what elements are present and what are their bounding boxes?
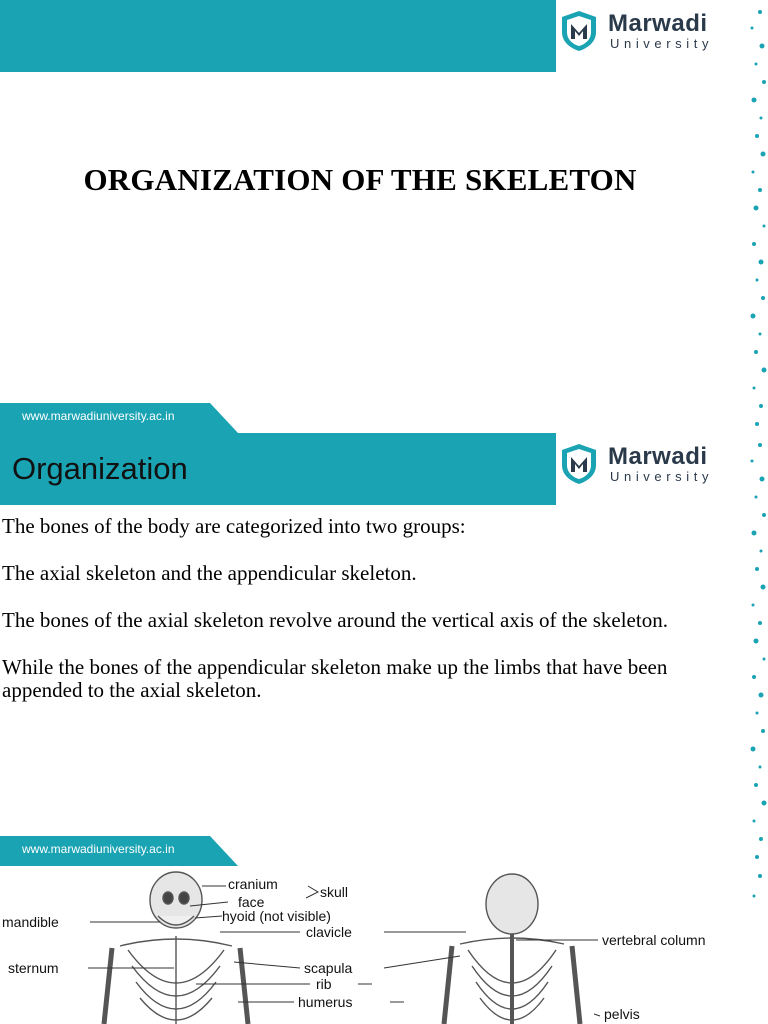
university-logo [560,443,740,487]
label-humerus: humerus [298,994,353,1010]
label-skull: skull [320,884,349,900]
dotted-border [738,433,768,866]
logo-subtitle: University [610,469,714,484]
paragraph: The bones of the body are categorized into two groups: [2,514,466,538]
slide-heading: Organization [12,451,188,486]
label-vertebral-column: vertebral column [602,932,706,948]
footer-url-bar [0,403,240,433]
label-rib: rib [316,976,332,992]
back-skull [486,874,538,934]
dotted-border [738,0,768,433]
dotted-border [738,866,768,1024]
label-face: face [238,894,265,910]
website-url: www.marwadiuniversity.ac.in [22,409,175,423]
slide-main-title: ORGANIZATION OF THE SKELETON [83,162,637,197]
label-sternum: sternum [8,960,59,976]
label-clavicle: clavicle [306,924,352,940]
slide-organization [0,433,768,866]
logo-name: Marwadi [608,10,708,37]
slide-title [0,0,768,433]
shield-icon [560,443,598,485]
website-url: www.marwadiuniversity.ac.in [22,842,175,856]
label-hyoid: hyoid (not visible) [222,908,331,924]
label-pelvis: pelvis [604,1006,640,1022]
university-logo [560,10,740,54]
paragraph: While the bones of the appendicular skeleton make up the limbs that have been appended to the axial skeleton. [2,655,668,702]
paragraph: The axial skeleton and the appendicular skeleton. [2,561,417,585]
logo-name: Marwadi [608,443,708,470]
shield-icon [560,10,598,52]
label-scapula: scapula [304,960,353,976]
paragraph: The bones of the axial skeleton revolve around the vertical axis of the skeleton. [2,608,668,632]
header-band [0,0,556,72]
slide-body [2,515,702,726]
footer-url-bar [0,836,240,866]
logo-subtitle: University [610,36,714,51]
slide-skeleton-diagram [0,866,768,1024]
label-cranium: cranium [228,876,278,892]
label-mandible: mandible [2,914,59,930]
